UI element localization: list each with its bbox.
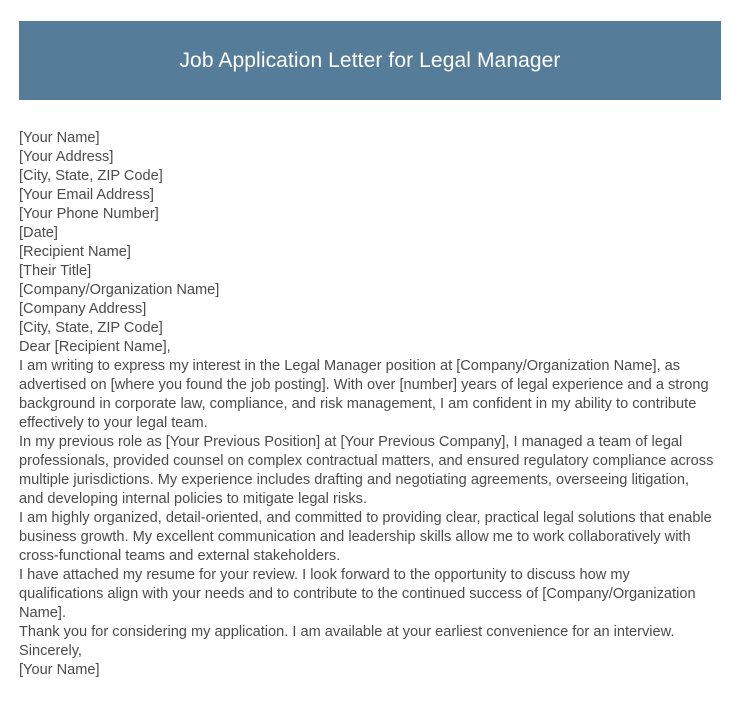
body-paragraph-3: I am highly organized, detail-oriented, and committed to providing clear, practical legal solutions that enable business growth. My excellent communication and leadership skills allow me to work collaboratively with cross-functional teams and external stakeholders. bbox=[19, 510, 716, 564]
body-paragraph-1: I am writing to express my interest in the Legal Manager position at [Company/Organization Name], as advertised on [where you found the job posting]. With over [number] years of legal experience and a strong background in corporate law, compliance, and risk management, I am confident in my ability to contribute effectively to your legal team. bbox=[19, 358, 713, 431]
recipient-company-line: [Company/Organization Name] bbox=[19, 282, 220, 298]
letter-body bbox=[19, 129, 718, 680]
body-paragraph-2: In my previous role as [Your Previous Position] at [Your Previous Company], I managed a team of legal professionals, provided counsel on complex contractual matters, and ensured regulatory compliance across multiple jurisdictions. My experience includes drafting and negotiating agreements, overseeing litigation, and developing internal policies to mitigate legal risks. bbox=[19, 434, 718, 507]
sender-email-line: [Your Email Address] bbox=[19, 187, 154, 203]
sender-name-line: [Your Name] bbox=[19, 130, 100, 146]
sender-city-state-zip-line: [City, State, ZIP Code] bbox=[19, 168, 163, 184]
recipient-name-line: [Recipient Name] bbox=[19, 244, 131, 260]
sender-phone-line: [Your Phone Number] bbox=[19, 206, 159, 222]
signature-line: [Your Name] bbox=[19, 662, 100, 678]
body-paragraph-4: I have attached my resume for your review. I look forward to the opportunity to discuss how my qualifications align with your needs and to contribute to the continued success of [Company/Organization Name]. bbox=[19, 567, 700, 621]
recipient-city-state-zip-line: [City, State, ZIP Code] bbox=[19, 320, 163, 336]
date-line: [Date] bbox=[19, 225, 58, 241]
page-title: Job Application Letter for Legal Manager bbox=[179, 48, 561, 72]
salutation-line: Dear [Recipient Name], bbox=[19, 339, 171, 355]
recipient-title-line: [Their Title] bbox=[19, 263, 92, 279]
recipient-address-line: [Company Address] bbox=[19, 301, 147, 317]
closing-line: Sincerely, bbox=[19, 643, 82, 659]
sender-address-line: [Your Address] bbox=[19, 149, 114, 165]
document-header-banner bbox=[19, 21, 721, 100]
body-paragraph-5: Thank you for considering my application. I am available at your earliest convenience for an interview. bbox=[19, 624, 675, 640]
